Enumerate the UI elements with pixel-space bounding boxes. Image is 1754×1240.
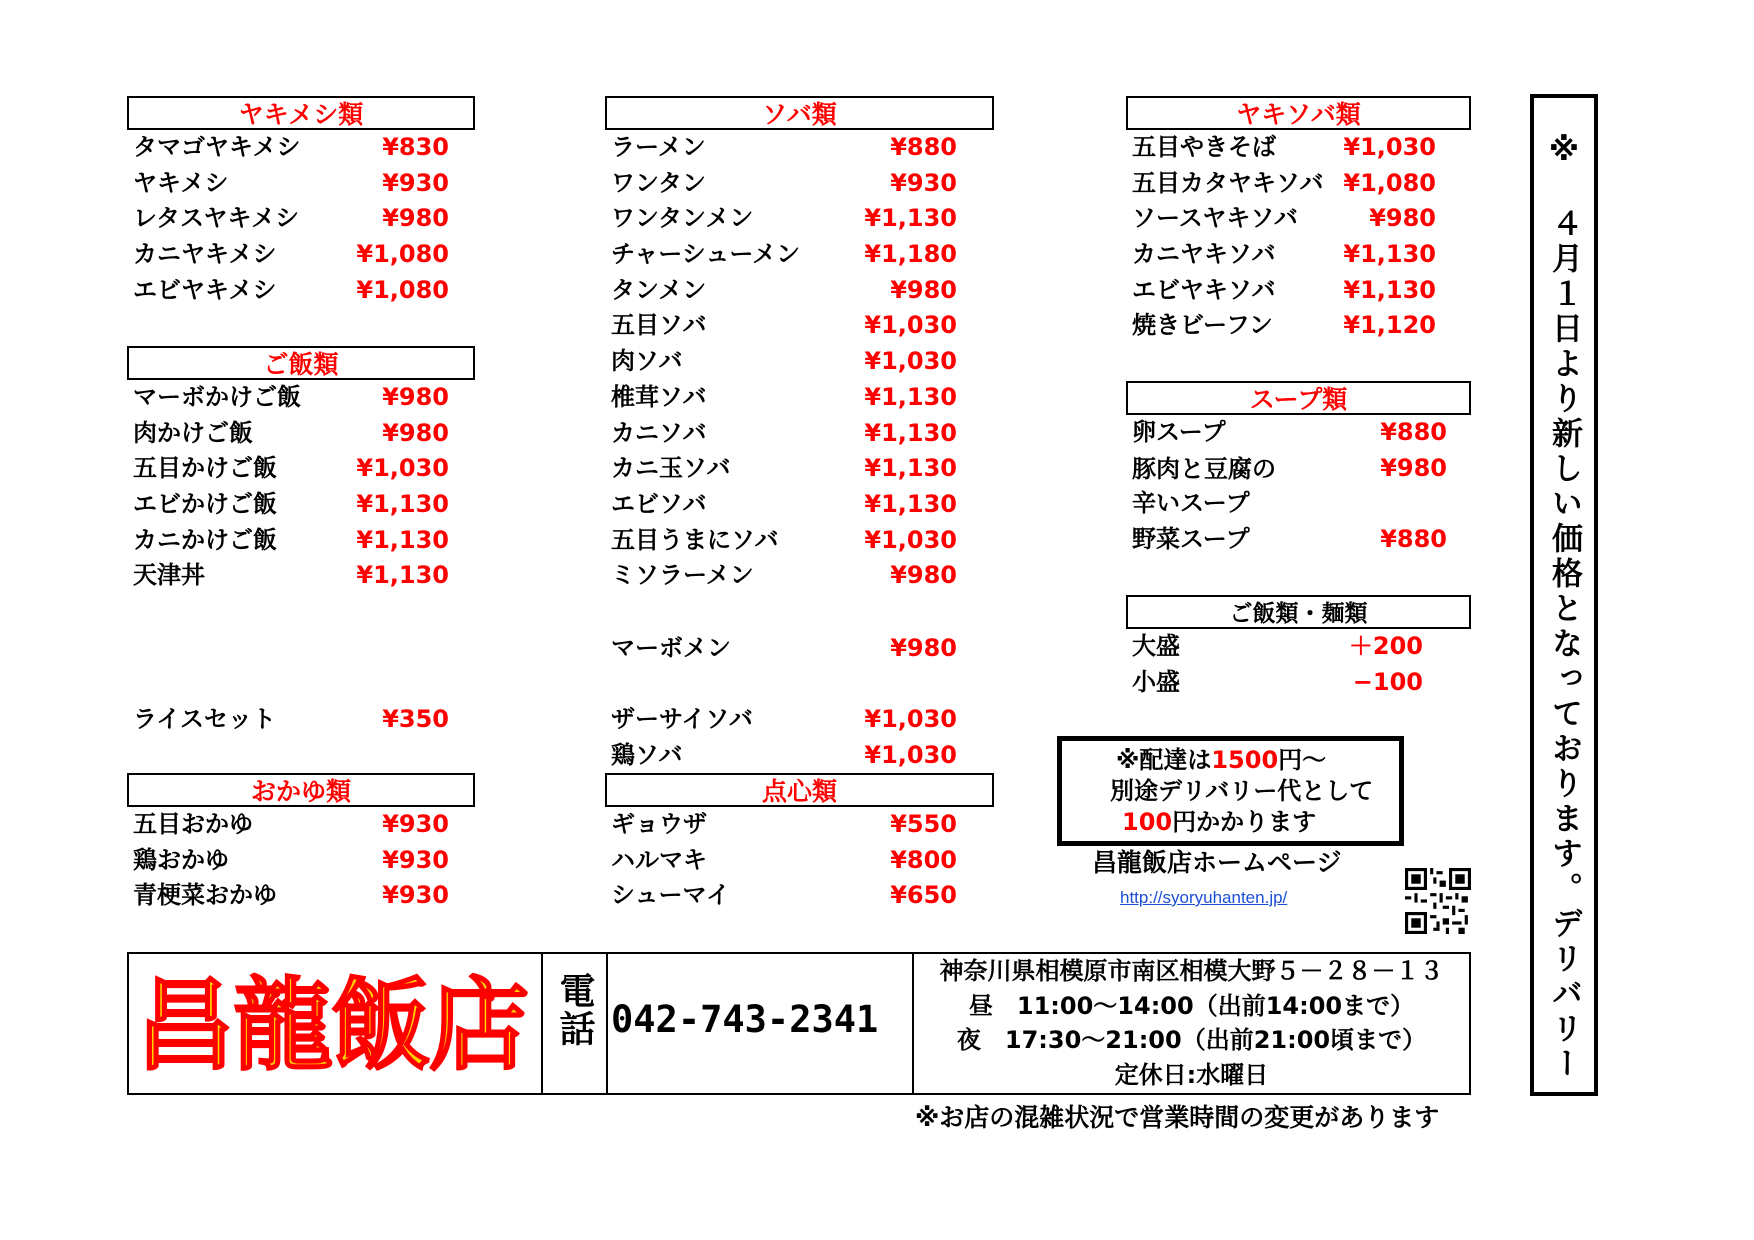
section-title: ご飯類・麺類 — [1126, 595, 1471, 629]
item-price: ¥350 — [382, 705, 449, 733]
section-title: おかゆ類 — [127, 773, 475, 807]
item-price: ¥1,130 — [1343, 240, 1436, 269]
shop-logo — [129, 954, 543, 1093]
item-price: ¥1,080 — [356, 275, 449, 304]
item-price: ¥930 — [890, 168, 957, 197]
item-price: ¥980 — [1380, 453, 1447, 482]
section-title: ソバ類 — [605, 96, 994, 130]
item-name: マーボかけご飯 — [133, 383, 301, 411]
section-title: ヤキメシ類 — [127, 96, 475, 130]
item-name: 五目かけご飯 — [133, 454, 277, 483]
item-name: ワンタン — [611, 168, 707, 197]
menu-item — [1126, 451, 1471, 522]
homepage-label: 昌龍飯店ホームページ — [1092, 848, 1342, 877]
item-list — [1126, 415, 1471, 557]
item-name: シューマイ — [611, 881, 731, 910]
menu-item — [127, 807, 475, 843]
delivery-line-3 — [1062, 807, 1399, 838]
item-price: ＋200 — [1348, 632, 1423, 660]
tel-label: 電話 — [554, 972, 595, 1048]
menu-item — [127, 702, 475, 738]
item-price: ¥980 — [890, 275, 957, 304]
menu-item — [127, 878, 475, 914]
item-price: ¥1,120 — [1343, 311, 1436, 340]
item-name: 卵スープ — [1132, 418, 1226, 446]
item-list — [127, 380, 475, 594]
item-name: レタスヤキメシ — [133, 204, 300, 233]
hours-lunch: 昼 11:00～14:00（出前14:00まで） — [968, 991, 1415, 1020]
menu-item — [605, 201, 994, 237]
item-price: ¥1,130 — [864, 382, 957, 411]
item-name: 青梗菜おかゆ — [133, 881, 277, 910]
item-name: 五目ソバ — [611, 311, 707, 340]
menu-item — [605, 273, 994, 309]
item-name: ザーサイソバ — [611, 705, 753, 733]
menu-item — [1126, 629, 1471, 665]
item-price: ¥930 — [382, 810, 449, 838]
menu-item — [1126, 166, 1471, 202]
item-name: 五目やきそば — [1132, 133, 1276, 161]
menu-item — [605, 130, 994, 166]
item-price: ¥980 — [382, 418, 449, 447]
delivery-text: 円かかります — [1172, 808, 1317, 836]
item-price: ¥980 — [890, 561, 957, 590]
item-price: ¥980 — [382, 204, 449, 233]
menu-item — [605, 807, 994, 843]
section-soba — [605, 96, 994, 594]
holiday: 定休日:水曜日 — [1114, 1060, 1269, 1089]
item-name: 鶏おかゆ — [133, 845, 229, 874]
menu-item — [1126, 522, 1471, 558]
item-price: ¥1,130 — [356, 490, 449, 519]
hours-dinner: 夜 17:30～21:00（出前21:00頃まで） — [956, 1026, 1427, 1054]
item-price: ¥1,130 — [864, 489, 957, 518]
menu-item — [605, 702, 994, 738]
item-price: ¥800 — [890, 845, 957, 874]
item-price: ¥1,180 — [864, 240, 957, 269]
item-price: ¥1,130 — [864, 418, 957, 447]
item-name: 野菜スープ — [1132, 524, 1250, 553]
delivery-notice — [1057, 736, 1404, 846]
item-name: カニソバ — [611, 418, 707, 447]
menu-item — [605, 523, 994, 559]
item-price: ¥650 — [890, 881, 957, 910]
item-name: ラーメン — [611, 133, 706, 161]
qr-code-icon — [1405, 868, 1471, 934]
menu-item — [1126, 201, 1471, 237]
address-hours-cell — [914, 954, 1469, 1093]
item-name: タマゴヤキメシ — [133, 133, 301, 161]
item-price: ¥1,130 — [356, 561, 449, 590]
delivery-text: ※配達は — [1116, 746, 1212, 774]
item-price: ¥930 — [382, 881, 449, 910]
section-yakimeshi — [127, 96, 475, 308]
item-list — [1126, 629, 1471, 700]
menu-item — [605, 416, 994, 452]
menu-item — [127, 451, 475, 487]
item-name: ソースヤキソバ — [1132, 204, 1298, 233]
item-name: 五目カタヤキソバ — [1132, 168, 1324, 197]
item-list — [1126, 130, 1471, 344]
item-price: ¥930 — [382, 845, 449, 874]
item-price: ¥1,030 — [864, 311, 957, 340]
item-name: エビかけご飯 — [133, 490, 277, 519]
menu-item — [127, 487, 475, 523]
item-price: ¥1,130 — [1343, 275, 1436, 304]
menu-item — [127, 523, 475, 559]
item-name: 鶏ソバ — [611, 740, 683, 769]
menu-item — [605, 738, 994, 774]
vertical-price-notice — [1530, 94, 1598, 1096]
menu-item — [1126, 308, 1471, 344]
item-price: ¥1,030 — [864, 525, 957, 554]
item-name: カニ玉ソバ — [611, 454, 731, 483]
menu-item — [1126, 273, 1471, 309]
item-price: ¥550 — [890, 810, 957, 838]
item-price: ¥880 — [1380, 524, 1447, 553]
phone-number: 042-743-2341 — [611, 998, 879, 1041]
item-name: カニヤキメシ — [133, 240, 277, 269]
item-name: 天津丼 — [133, 561, 205, 590]
item-name: エビソバ — [611, 489, 707, 518]
item-price: ¥980 — [1369, 204, 1436, 233]
address: 神奈川県相模原市南区相模大野５－２８－１３ — [939, 957, 1444, 985]
section-gohan — [127, 346, 475, 594]
section-title: 点心類 — [605, 773, 994, 807]
delivery-fee: 100 — [1122, 808, 1173, 836]
section-soup — [1126, 381, 1471, 557]
menu-item — [127, 843, 475, 879]
item-name: 焼きビーフン — [1132, 311, 1273, 340]
item-price: ¥1,130 — [864, 454, 957, 483]
item-name: 肉ソバ — [611, 347, 683, 376]
section-tenshin — [605, 773, 994, 914]
vertical-notice-text: ※ ４月１日より新しい価格となっております。デリバリー — [1546, 132, 1582, 1082]
mabo-men-row — [605, 631, 994, 667]
item-list — [127, 807, 475, 914]
item-name: 小盛 — [1132, 667, 1180, 696]
item-name: 五目おかゆ — [133, 810, 253, 838]
menu-item — [127, 558, 475, 594]
item-name: タンメン — [611, 275, 707, 304]
shop-name: 昌龍飯店 — [135, 966, 527, 1084]
item-price: ¥1,130 — [356, 525, 449, 554]
rice-set-row — [127, 702, 475, 738]
menu-item — [1126, 415, 1471, 451]
item-price: ¥1,030 — [1343, 133, 1436, 161]
item-price: ¥980 — [382, 383, 449, 411]
item-name: 椎茸ソバ — [611, 382, 707, 411]
menu-item — [127, 273, 475, 309]
item-name: ギョウザ — [611, 810, 707, 838]
item-name: 大盛 — [1132, 632, 1180, 660]
item-name: 豚肉と豆腐の 辛いスープ — [1132, 454, 1276, 517]
item-price: ¥880 — [1380, 418, 1447, 446]
menu-item — [605, 878, 994, 914]
item-name: カニヤキソバ — [1132, 240, 1276, 269]
item-price: ¥980 — [890, 634, 957, 662]
menu-item — [1126, 237, 1471, 273]
zasai-soba-rows — [605, 702, 994, 773]
item-name: 五目うまにソバ — [611, 525, 779, 554]
item-name: マーボメン — [611, 634, 731, 662]
delivery-text: 円～ — [1278, 746, 1327, 774]
menu-item — [605, 843, 994, 879]
item-list — [605, 130, 994, 594]
item-name: ヤキメシ — [133, 168, 229, 197]
section-okayu — [127, 773, 475, 914]
item-list — [127, 130, 475, 308]
menu-item — [1126, 665, 1471, 701]
delivery-line-2: 別途デリバリー代として — [1110, 777, 1374, 805]
menu-item — [605, 487, 994, 523]
menu-item — [605, 166, 994, 202]
item-name: エビヤキソバ — [1132, 275, 1276, 304]
item-price: ¥1,030 — [864, 705, 957, 733]
item-price: ¥1,030 — [864, 347, 957, 376]
menu-item — [605, 451, 994, 487]
item-name: チャーシューメン — [611, 240, 801, 269]
tel-cell — [608, 954, 914, 1093]
item-price: ¥930 — [382, 168, 449, 197]
menu-item — [605, 631, 994, 667]
item-price: ¥1,080 — [1343, 168, 1436, 197]
item-name: ワンタンメン — [611, 204, 754, 233]
section-title: スープ類 — [1126, 381, 1471, 415]
menu-item — [1126, 130, 1471, 166]
item-price: −100 — [1352, 667, 1423, 696]
section-title: ご飯類 — [127, 346, 475, 380]
menu-item — [127, 166, 475, 202]
tel-label-cell — [543, 954, 608, 1093]
menu-item — [127, 237, 475, 273]
menu-item — [127, 201, 475, 237]
item-price: ¥1,030 — [864, 740, 957, 769]
delivery-line-1 — [1062, 745, 1399, 776]
menu-item — [605, 237, 994, 273]
item-price: ¥1,030 — [356, 454, 449, 483]
item-price: ¥1,080 — [356, 240, 449, 269]
item-name: ミソラーメン — [611, 561, 754, 590]
section-title: ヤキソバ類 — [1126, 96, 1471, 130]
section-size — [1126, 595, 1471, 700]
menu-item — [605, 380, 994, 416]
delivery-min-amount: 1500 — [1211, 746, 1279, 774]
menu-item — [605, 558, 994, 594]
hours-change-note: ※お店の混雑状況で営業時間の変更があります — [915, 1103, 1440, 1132]
footer-info — [127, 952, 1471, 1095]
menu-item — [127, 380, 475, 416]
item-name: カニかけご飯 — [133, 525, 277, 554]
section-yakisoba — [1126, 96, 1471, 344]
item-price: ¥880 — [890, 133, 957, 161]
item-price: ¥830 — [382, 133, 449, 161]
item-list — [605, 807, 994, 914]
item-name: ライスセット — [133, 705, 277, 733]
item-price: ¥1,130 — [864, 204, 957, 233]
item-name: エビヤキメシ — [133, 275, 277, 304]
item-name: 肉かけご飯 — [133, 418, 253, 447]
menu-item — [127, 130, 475, 166]
menu-item — [605, 308, 994, 344]
menu-item — [605, 344, 994, 380]
menu-item — [127, 416, 475, 452]
item-name: ハルマキ — [611, 845, 707, 874]
homepage-link[interactable]: http://syoryuhanten.jp/ — [1120, 888, 1288, 907]
